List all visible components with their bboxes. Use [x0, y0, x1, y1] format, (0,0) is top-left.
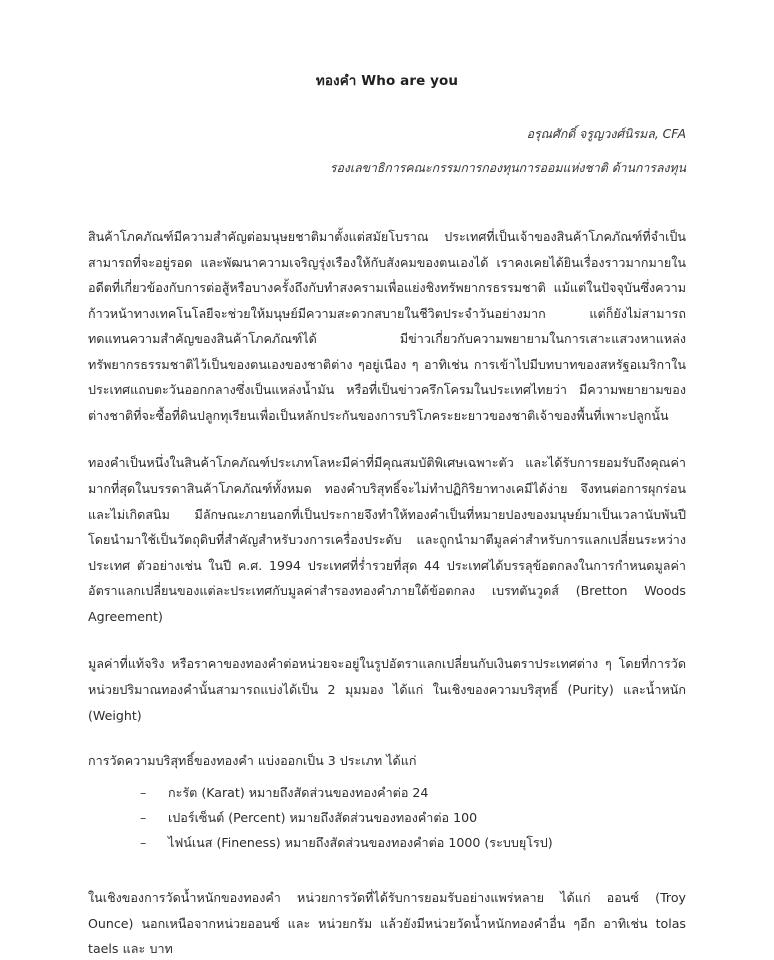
list-item-label: เปอร์เซ็นต์ (Percent) หมายถึงสัดส่วนของทองคำต่อ 100 [168, 809, 478, 825]
purity-list-intro: การวัดความบริสุทธิ์ของทองคำ แบ่งออกเป็น 3 ประเภท ได้แก่ [88, 753, 417, 769]
list-item-label: กะรัต (Karat) หมายถึงสัดส่วนของทองคำต่อ 24 [168, 784, 429, 800]
dash-bullet-icon: – [140, 835, 147, 851]
author-role: รองเลขาธิการคณะกรรมการกองทุนการออมแห่งชาติ ด้านการลงทุน [329, 160, 686, 175]
dash-bullet-icon: – [140, 784, 147, 800]
document-content [88, 72, 686, 960]
dash-bullet-icon: – [140, 809, 147, 825]
purity-list [88, 780, 686, 856]
page-title: ทองคำ Who are you [315, 73, 459, 89]
list-item [88, 830, 686, 855]
paragraph-value-units: มูลค่าที่แท้จริง หรือราคาของทองคำต่อหน่วยจะอยู่ในรูปอัตราแลกเปลี่ยนกับเงินตราประเทศต่าง ๆ โดยที่การวัดหน่วยปริมาณทองคำนั้นสามารถแบ่งได้เป็น 2 มุมมอง ได้แก่ ในเชิงของความบริสุทธิ์ (Purity) และน้ำหนัก (Weight) [88, 656, 686, 723]
body-text [88, 224, 686, 960]
author-name: อรุณศักดิ์ จรูญวงศ์นิรมล, CFA [526, 126, 686, 141]
paragraph-weight-units: ในเชิงของการวัดน้ำหนักของทองคำ หน่วยการวัดที่ได้รับการยอมรับอย่างแพร่หลาย ได้แก่ ออนซ์ (Troy Ounce) นอกเหนือจากหน่วยออนซ์ และ หน่วยกรัม แล้วยังมีหน่วยวัดน้ำหนักทองคำอื่น ๆอีก อาทิเช่น tolas taels และ บาท [88, 890, 686, 957]
list-item [88, 780, 686, 805]
paragraph-gold-properties: ทองคำเป็นหนึ่งในสินค้าโภคภัณฑ์ประเภทโลหะมีค่าที่มีคุณสมบัติพิเศษเฉพาะตัว และได้รับการยอมรับถึงคุณค่ามากที่สุดในบรรดาสินค้าโภคภัณฑ์ทั้งหมด ทองคำบริสุทธิ์จะไม่ทำปฏิกิริยาทางเคมีได้ง่าย จึงทนต่อการผุกร่อนและไม่เกิดสนิม มีลักษณะภายนอกที่เป็นประกายจึงทำให้ทองคำเป็นที่หมายปองของมนุษย์มาเป็นเวลานับพันปี โดยนำมาใช้เป็นวัตถุดิบที่สำคัญสำหรับวงการเครื่องประดับ และถูกนำมาตีมูลค่าสำหรับการแลกเปลี่ยนระหว่างประเทศ ตัวอย่างเช่น ในปี ค.ศ. 1994 ประเทศที่ร่ำรวยที่สุด 44 ประเทศได้บรรลุข้อตกลงในการกำหนดมูลค่าอัตราแลกเปลี่ยนของแต่ละประเทศกับมูลค่าสำรองทองคำภายใต้ข้อตกลง เบรทตันวูดส์ (Bretton Woods Agreement) [88, 455, 686, 624]
list-item [88, 805, 686, 830]
spacer [88, 877, 686, 885]
list-item-label: ไฟน์เนส (Fineness) หมายถึงสัดส่วนของทองคำต่อ 1000 (ระบบยุโรป) [168, 835, 553, 851]
paragraph-commodities-intro: สินค้าโภคภัณฑ์มีความสำคัญต่อมนุษยชาติมาตั้งแต่สมัยโบราณ ประเทศที่เป็นเจ้าของสินค้าโภคภัณฑ์ที่จำเป็นสามารถที่จะอยู่รอด และพัฒนาความเจริญรุ่งเรืองให้กับสังคมของตนเองได้ เราคงเคยได้ยินเรื่องราวมากมายในอดีตที่เกี่ยวข้องกับการต่อสู้หรือบางครั้งถึงกับทำสงครามเพื่อแย่งชิงทรัพยากรธรรมชาติ แม้แต่ในปัจจุบันซึ่งความก้าวหน้าทางเทคโนโลยีจะช่วยให้มนุษย์มีความสะดวกสบายในชีวิตประจำวันอย่างมาก แต่ก็ยังไม่สามารถทดแทนความสำคัญของสินค้าโภคภัณฑ์ได้ มีข่าวเกี่ยวกับความพยายามในการเสาะแสวงหาแหล่งทรัพยากรธรรมชาติไว้เป็นของตนเองของชาติต่าง ๆอยู่เนือง ๆ อาทิเช่น การเข้าไปมีบทบาทของสหรัฐอเมริกาในประเทศแถบตะวันออกกลางซึ่งเป็นแหล่งน้ำมัน หรือที่เป็นข่าวครึกโครมในประเทศไทยว่า มีความพยายามของต่างชาติที่จะซื้อที่ดินปลูกทุเรียนเพื่อเป็นหลักประกันของการบริโภคระยะยาวของชาติเจ้าของพื้นที่เพาะปลูกนั้น [88, 228, 686, 423]
